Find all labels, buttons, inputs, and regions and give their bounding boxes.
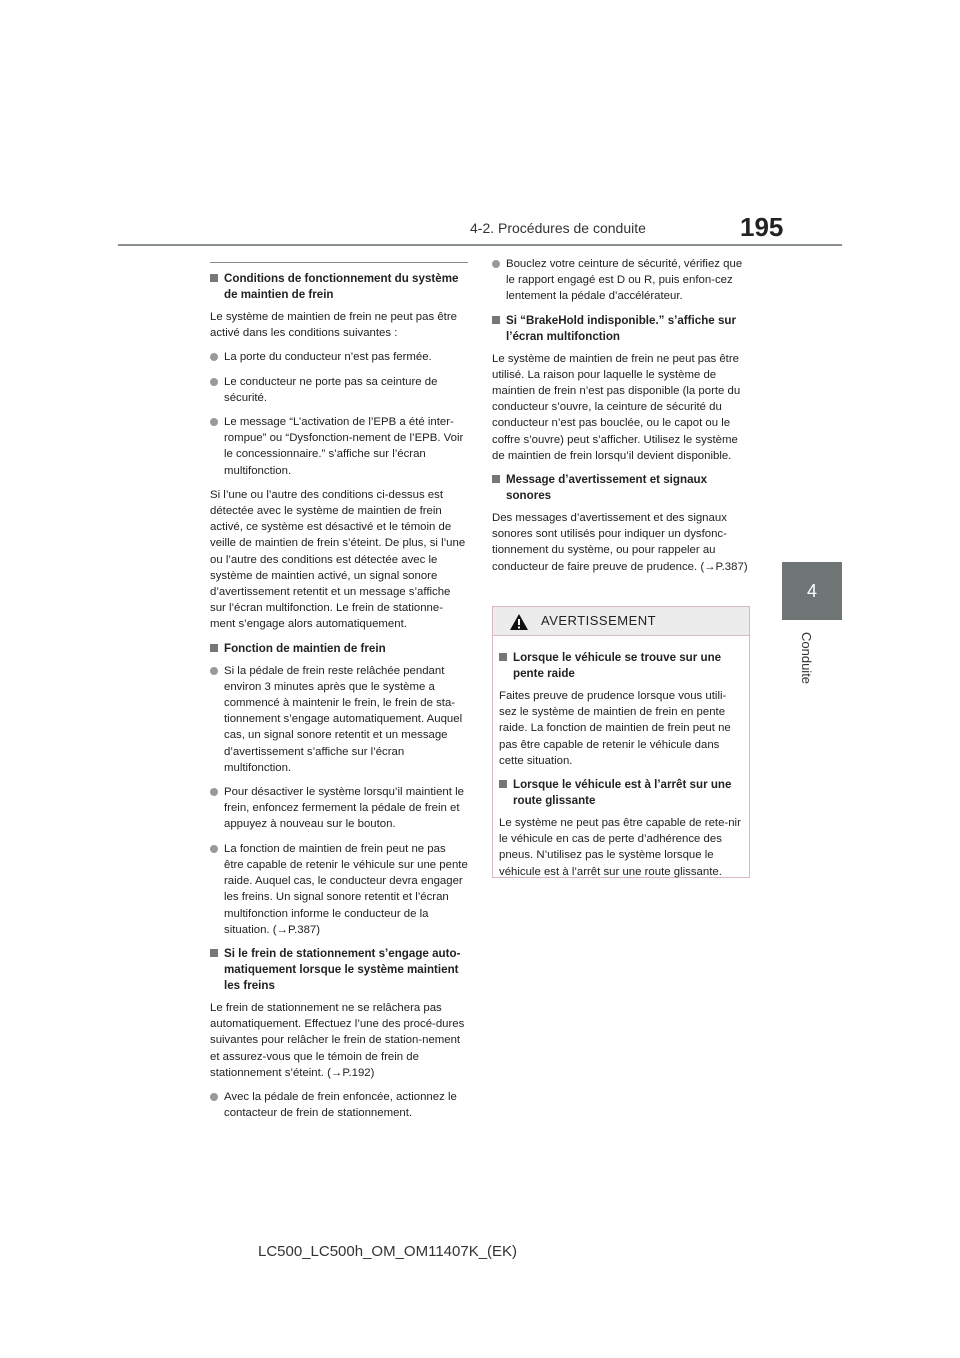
square-bullet-icon — [210, 274, 218, 282]
subheading: Message d’avertissement et signaux sonores — [492, 472, 750, 504]
square-bullet-icon — [499, 780, 507, 788]
bullet-item: Si la pédale de frein reste relâchée pendant environ 3 minutes après que le système a commencé à maintenir le frein, le frein de sta-tionnement s’engage automatiquement. Auquel cas, un signal sonore retentit et un message d’avertissement s’affiche sur l’écran multifonction. — [210, 663, 468, 776]
bullet-dot-icon — [210, 845, 218, 853]
bullet-item: La porte du conducteur n’est pas fermée. — [210, 349, 468, 365]
paragraph: Le système de maintien de frein ne peut pas être activé dans les conditions suivantes : — [210, 311, 457, 340]
square-bullet-icon — [492, 316, 500, 324]
bullet-dot-icon — [210, 353, 218, 361]
square-bullet-icon — [499, 653, 507, 661]
right-column — [492, 256, 750, 583]
paragraph: Le système de maintien de frein ne peut pas être utilisé. La raison pour laquelle le système de maintien de frein n’est pas disponible (la porte du conducteur s’ouvre, la ceinture de sécurité du conducteur n’est pas bouclée, ou le capot ou le coffre s’ouvre) peut s’afficher. Utilisez le système de maintien de frein lorsqu’il devient disponible. — [492, 352, 741, 462]
column-divider — [210, 262, 468, 263]
bullet-dot-icon — [210, 1093, 218, 1101]
warning-box — [492, 606, 750, 878]
subheading: Lorsque le véhicule est à l’arrêt sur une route glissante — [499, 777, 743, 809]
warning-triangle-icon — [509, 613, 529, 631]
subheading: Fonction de maintien de frein — [210, 641, 468, 657]
paragraph: Des messages d’avertissement et des signaux sonores sont utilisés pour indiquer un dysfonc-tionnement du système, ou pour rappeler au conducteur de faire preuve de prudence. (→P.387) — [492, 512, 748, 573]
subheading: Lorsque le véhicule se trouve sur une pente raide — [499, 650, 743, 682]
page-number: 195 — [740, 212, 784, 242]
bullet-item: Le conducteur ne porte pas sa ceinture de sécurité. — [210, 374, 468, 406]
bullet-dot-icon — [210, 667, 218, 675]
chapter-number: 4 — [806, 581, 817, 601]
warning-body — [493, 636, 749, 880]
subheading: Si le frein de stationnement s’engage auto-matiquement lorsque le système maintient les freins — [210, 946, 468, 994]
square-bullet-icon — [210, 949, 218, 957]
square-bullet-icon — [210, 644, 218, 652]
bullet-dot-icon — [210, 418, 218, 426]
section-title: 4-2. Procédures de conduite — [470, 220, 646, 236]
warning-title: AVERTISSEMENT — [541, 613, 657, 628]
document-code: LC500_LC500h_OM_OM11407K_(EK) — [258, 1243, 518, 1260]
warning-header — [493, 607, 749, 636]
bullet-dot-icon — [492, 260, 500, 268]
paragraph: Le système ne peut pas être capable de rete-nir le véhicule en cas de perte d’adhérence des pneus. N’utilisez pas le système lorsque le véhicule est à l’arrêt sur une route glissante. — [499, 817, 741, 878]
paragraph: Faites preuve de prudence lorsque vous utili-sez le système de maintien de frein en pente raide. La fonction de maintien de frein peut ne pas être capable de retenir le véhicule dans cette situation. — [499, 690, 731, 767]
subheading: Conditions de fonctionnement du système de maintien de frein — [210, 271, 468, 303]
bullet-item: Pour désactiver le système lorsqu’il maintient le frein, enfoncez fermement la pédale de frein et appuyez à nouveau sur le bouton. — [210, 784, 468, 833]
bullet-item: Avec la pédale de frein enfoncée, actionnez le contacteur de frein de stationnement. — [210, 1089, 468, 1121]
bullet-dot-icon — [210, 378, 218, 386]
square-bullet-icon — [492, 475, 500, 483]
subheading: Si “BrakeHold indisponible.” s’affiche sur l’écran multifonction — [492, 313, 750, 345]
header-divider — [118, 244, 842, 246]
bullet-dot-icon — [210, 788, 218, 796]
left-column — [210, 262, 468, 1129]
paragraph: Le frein de stationnement ne se relâchera pas automatiquement. Effectuez l’une des procé-dures suivantes pour relâcher le frein de station-nement et assurez-vous que le témoin de frein de stationnement s’éteint. (→P.192) — [210, 1001, 465, 1079]
bullet-item: La fonction de maintien de frein peut ne pas être capable de retenir le véhicule sur une pente raide. Auquel cas, le conducteur devra engager les freins. Un signal sonore retentit et l’écran multifonction informe le conducteur de la situation. (→P.387) — [210, 841, 468, 938]
bullet-item: Le message “L’activation de l’EPB a été inter-rompue” ou “Dysfonction-nement de l’EPB. Voir le concessionnaire.” s’affiche sur l’écran multifonction. — [210, 414, 468, 479]
bullet-item: Bouclez votre ceinture de sécurité, vérifiez que le rapport engagé est D ou R, puis enfon-cez lentement la pédale d’accélérateur. — [492, 256, 750, 305]
chapter-tab[interactable] — [782, 562, 842, 620]
paragraph: Si l’une ou l’autre des conditions ci-dessus est détectée avec le système de maintien de frein activé, ce système est désactivé et le témoin de veille de maintien de frein s’éteint. De plus, si l’une ou l’autre des conditions est détectée avec le système de maintien activé, un signal sonore d’avertissement retentit et un message s’affiche sur l’écran multifonction. Le frein de stationne-ment s’engage alors automatiquement. — [210, 488, 466, 631]
chapter-label: Conduite — [799, 632, 814, 685]
